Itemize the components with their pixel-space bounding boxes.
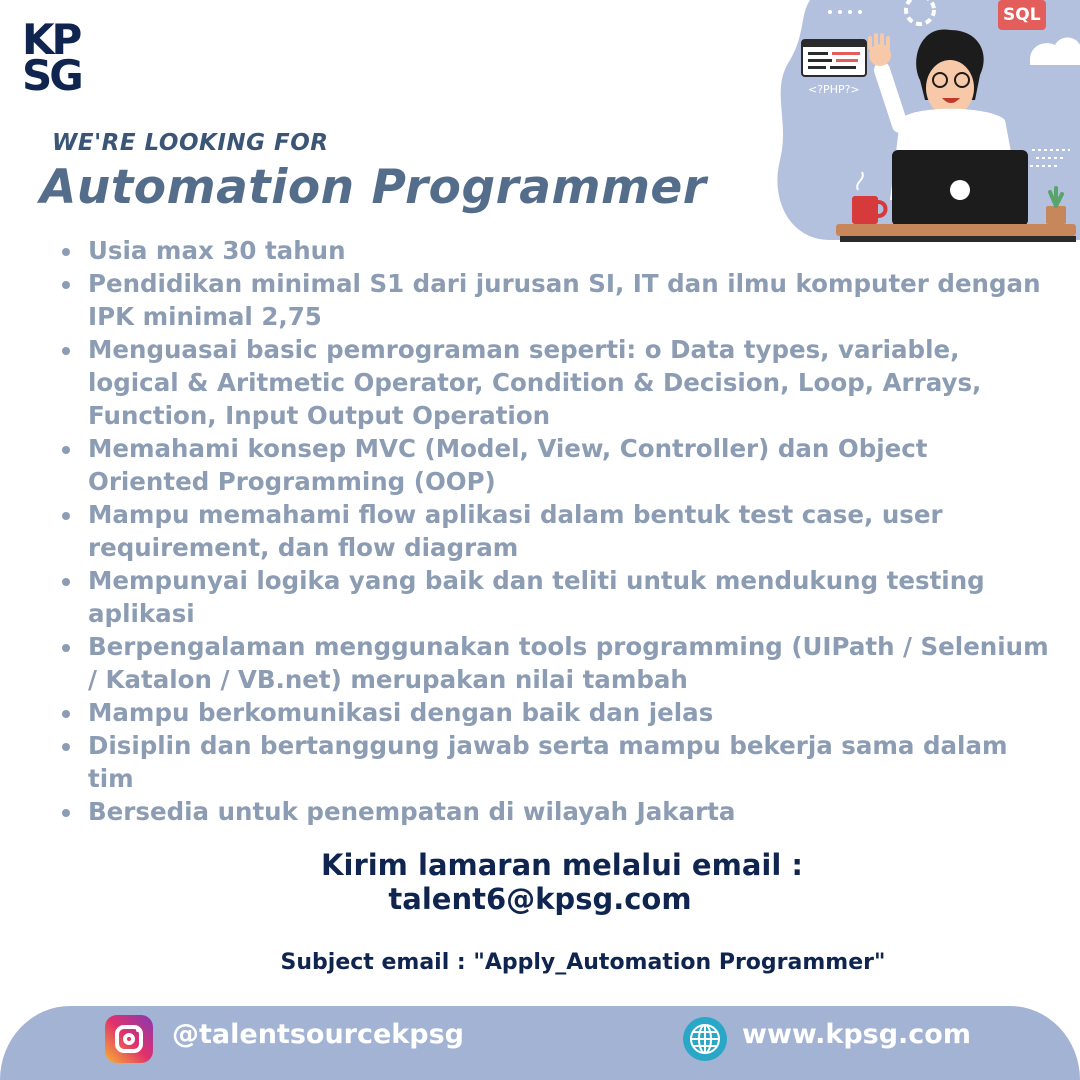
requirement-item: Menguasai basic pemrograman seperti: o Data types, variable, logical & Aritmetic Operator, Condition & Decision, Loop, Arrays, Function, Input Output Operation <box>62 333 1052 432</box>
instagram-handle[interactable]: @talentsourcekpsg <box>172 1019 464 1050</box>
apply-label: Kirim lamaran melalui email : <box>321 848 803 882</box>
instagram-icon[interactable] <box>105 1015 153 1063</box>
requirement-item: Berpengalaman menggunakan tools programming (UIPath / Selenium / Katalon / VB.net) merupakan nilai tambah <box>62 630 1052 696</box>
programmer-illustration <box>770 0 1080 245</box>
looking-for-label: WE'RE LOOKING FOR <box>52 130 329 156</box>
sql-tag: SQL <box>1003 5 1041 25</box>
requirement-item: Mampu berkomunikasi dengan baik dan jelas <box>62 696 1052 729</box>
requirements-list <box>62 234 1052 828</box>
requirement-item: Bersedia untuk penempatan di wilayah Jakarta <box>62 795 1052 828</box>
requirement-item: Mampu memahami flow aplikasi dalam bentuk test case, user requirement, dan flow diagram <box>62 498 1052 564</box>
requirement-item: Usia max 30 tahun <box>62 234 1052 267</box>
php-tag: <?PHP?> <box>808 83 860 96</box>
website-link[interactable]: www.kpsg.com <box>742 1019 971 1050</box>
email-subject: Subject email : "Apply_Automation Programmer" <box>280 950 886 975</box>
requirement-item: Pendidikan minimal S1 dari jurusan SI, IT dan ilmu komputer dengan IPK minimal 2,75 <box>62 267 1052 333</box>
globe-icon[interactable] <box>682 1016 728 1062</box>
kpsg-logo <box>22 15 94 100</box>
requirement-item: Disiplin dan bertanggung jawab serta mampu bekerja sama dalam tim <box>62 729 1052 795</box>
requirement-item: Memahami konsep MVC (Model, View, Controller) dan Object Oriented Programming (OOP) <box>62 432 1052 498</box>
apply-email[interactable]: talent6@kpsg.com <box>388 882 692 916</box>
requirement-item: Mempunyai logika yang baik dan teliti untuk mendukung testing aplikasi <box>62 564 1052 630</box>
logo-line-2: SG <box>22 51 81 100</box>
job-title: Automation Programmer <box>40 160 707 215</box>
apply-instructions <box>0 848 1080 916</box>
logo-line-1: KP <box>22 15 80 64</box>
